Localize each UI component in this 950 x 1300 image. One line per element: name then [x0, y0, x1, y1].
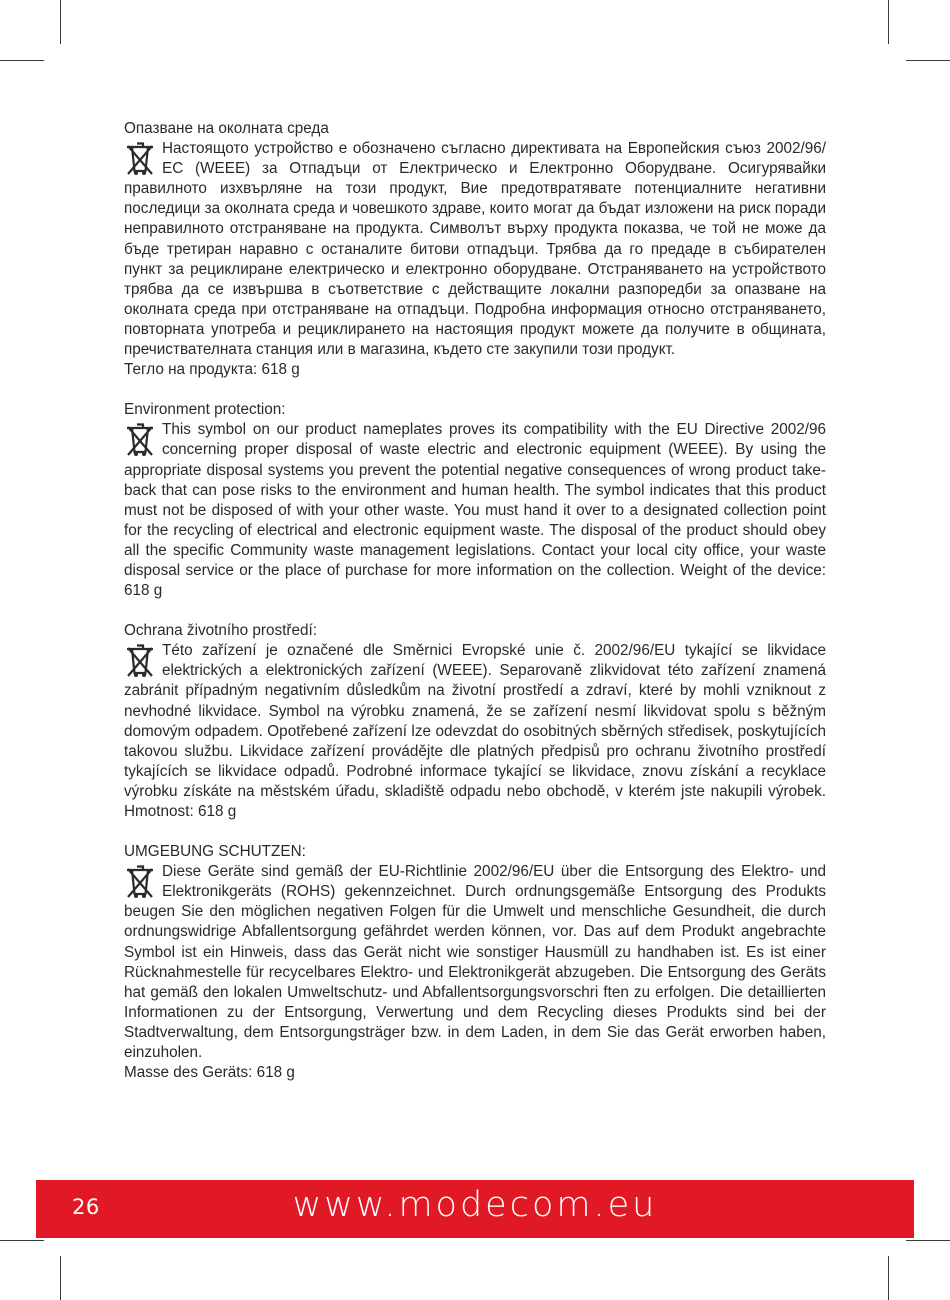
- section-heading: UMGEBUNG SCHUTZEN:: [124, 843, 306, 861]
- website-link[interactable]: www.modecom.eu: [292, 1185, 658, 1225]
- weee-crossed-bin-icon: [124, 140, 156, 178]
- section-english: [124, 400, 826, 601]
- crop-mark: [906, 60, 950, 61]
- section-german: [124, 842, 826, 1083]
- weee-crossed-bin-icon: [124, 863, 156, 901]
- section-paragraph: Diese Geräte sind gemäß der EU-Richtlinie 2002/96/EU über die Entsorgung des Elektro- und Elektronikgeräts (ROHS) gekennzeichnet. Durch ordnungsgemäße Entsorgung des Produkts beugen Sie den möglichen negativen Folgen für die Umwelt und menschliche Gesundheit, die durch ordnungswidrige Abfallentsorgung gefährdet werden können, vor. Das auf dem Produkt angebrachte Symbol ist ein Hinweis, dass das Gerät nicht wie sonstiger Hausmüll zu handhaben ist. Es ist einer Rücknahmestelle für recycelbares Elektro- und Elektronikgerät abzugeben. Die Entsorgung des Geräts hat gemäß den lokalen Umweltschutz- und Abfallentsorgungsvorschri ften zu erfolgen. Die detaillierten Informationen zu der Entsorgung, Verwertung und dem Recycling dieses Produkts sind bei der Stadtverwaltung, dem Entsorgungsträger bzw. in dem Laden, in dem Sie das Gerät erworben haben, einzuholen.: [124, 863, 826, 1062]
- device-weight: Masse des Geräts: 618 g: [124, 1064, 295, 1082]
- crop-mark: [60, 1256, 61, 1300]
- crop-mark: [888, 1256, 889, 1300]
- section-bulgarian: [124, 119, 826, 380]
- crop-mark: [888, 0, 889, 44]
- section-paragraph: Настоящото устройство е обозначено съгласно директивата на Европейския съюз 2002/96/ЕС (WEEE) за Отпадъци от Електрическо и Електронно Оборудване. Осигурявайки правилното изхвърляне на този продукт, Вие предотвратявате потенциалните негативни последици за околната среда и човешкото здраве, които могат да бъдат изложени на риск поради неправилното отстраняване на продукта. Символът върху продукта показва, че той не може да бъде третиран наравно с останалите битови отпадъци. Трябва да го предаде в събирателен пункт за рециклиране електрическо и електронно оборудване. Отстраняването на устройството трябва да се извършва в съответствие с действащите локални разпоредби за опазване на околната среда при отстраняване на отпадъци. Подробна информация относно отстраняването, повторната употреба и рециклирането на настоящия продукт можете да получите в общината, пречиствателната станция или в магазина, където сте закупили този продукт.: [124, 140, 826, 359]
- crop-mark: [0, 60, 44, 61]
- footer-band: [36, 1180, 914, 1238]
- section-paragraph: Této zařízení je označené dle Směrnici Evropské unie č. 2002/96/EU tykající se likvidace elektrických a elektronických zařízení (WEEE). Separovaně zlikvidovat této zařízení znamená zabránit případným negativním důsledkům na životní prostředí a zdraví, které by mohli vzniknout z nevhodné likvidace. Symbol na výrobku znamená, že se zařízení nesmí likvidovat spolu s běžným domovým odpadem. Opotřebené zařízení lze odevzdat do osobitných sběrných středisek, poskytujících takovou službu. Likvidace zařízení provádějte dle platných předpisů pro ochranu životního prostředí tykajících se likvidace odpadů. Podrobné informace tykající se likvidace, znovu získání a recyklace výrobku získáte na městském úřadu, skladiště odpadu nebo obchodě, v kterém jste nakupili výrobek. Hmotnost: 618 g: [124, 642, 826, 820]
- section-paragraph: This symbol on our product nameplates proves its compatibility with the EU Directive 2002/96 concerning proper disposal of waste electric and electronic equipment (WEEE). By using the appropriate disposal systems you prevent the potential negative consequences of wrong product take-back that can pose risks to the environment and human health. The symbol indicates that this product must not be disposed of with your other waste. You must hand it over to a designated collection point for the recycling of electrical and electronic equipment waste. The disposal of the product should obey all the specific Community waste management legislations. Contact your local city office, your waste disposal service or the place of purchase for more information on the collection. Weight of the device: 618 g: [124, 421, 826, 600]
- section-heading: Опазване на околната среда: [124, 120, 329, 137]
- section-heading: Ochrana životního prostředí:: [124, 622, 318, 640]
- page-number: 26: [72, 1195, 100, 1219]
- section-czech: [124, 621, 826, 822]
- crop-mark: [60, 0, 61, 44]
- weee-crossed-bin-icon: [124, 421, 156, 459]
- crop-mark: [0, 1240, 44, 1241]
- document-body: [124, 119, 826, 1103]
- weee-crossed-bin-icon: [124, 642, 156, 680]
- device-weight: Тегло на продукта: 618 g: [124, 361, 300, 379]
- crop-mark: [906, 1240, 950, 1241]
- section-heading: Environment protection:: [124, 401, 286, 419]
